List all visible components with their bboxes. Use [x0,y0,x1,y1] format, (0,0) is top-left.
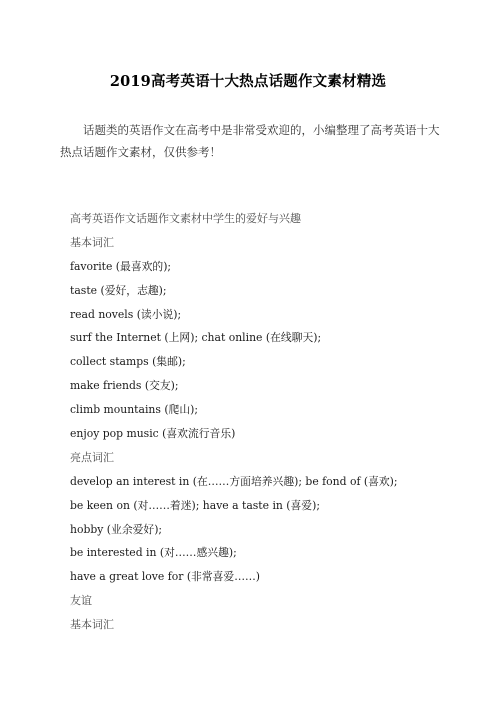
document-title: 2019高考英语十大热点话题作文素材精选 [109,73,387,90]
vocab-entry: hobby (业余爱好); [70,522,163,536]
vocab-entry: read novels (读小说); [70,307,182,321]
vocab-entry: climb mountains (爬山); [70,403,198,417]
intro-paragraph: 话题类的英语作文在高考中是非常受欢迎的，小编整理了高考英语十大热点话题作文素材，仅供参考！ [60,123,440,159]
vocab-entry: enjoy pop music (喜欢流行音乐) [70,427,236,441]
section-heading: 友谊 [70,594,92,608]
content-lines [70,207,450,637]
vocab-entry: be keen on (对……着迷); have a taste in (喜爱); [70,498,320,512]
section-heading: 基本词汇 [70,235,114,249]
vocab-entry: be interested in (对……感兴趣); [70,546,237,560]
vocab-entry: taste (爱好，志趣); [70,283,167,297]
section-heading: 高考英语作文话题作文素材中学生的爱好与兴趣 [70,212,301,225]
section-heading: 基本词汇 [70,618,114,632]
vocab-entry: have a great love for (非常喜爱……) [70,570,261,584]
section-heading: 亮点词汇 [70,450,114,464]
vocab-entry: surf the Internet (上网); chat online (在线聊天); [70,331,322,345]
vocab-entry: collect stamps (集邮); [70,355,186,369]
vocab-entry: make friends (交友); [70,379,179,393]
vocab-entry: favorite (最喜欢的); [70,259,172,273]
vocab-entry: develop an interest in (在……方面培养兴趣); be fond of (喜欢); [70,474,398,488]
